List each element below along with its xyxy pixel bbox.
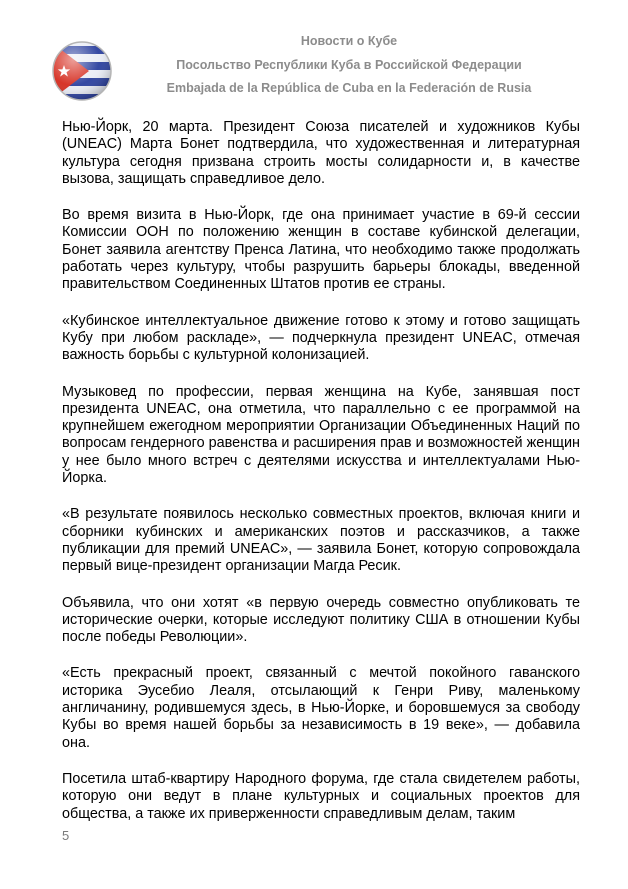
article-paragraph: Музыковед по профессии, первая женщина на Кубе, занявшая пост президента UNEAC, она отметила, что параллельно с ее программой на крупнейшем ежегодном мероприятии Организации Объединенных Наций по вопросам гендерного равенства и расширения прав и возможностей женщин у нее было много встреч с деятелями искусства и интеллектуалами Нью-Йорка. (62, 383, 580, 487)
page-header (0, 0, 628, 110)
header-embassy-ru: Посольство Республики Куба в Российской Федерации (176, 58, 522, 72)
article-body (62, 119, 580, 842)
page-number: 5 (62, 828, 70, 843)
article-paragraph: Посетила штаб-квартиру Народного форума, где стала свидетелем работы, которую они ведут в плане культурных и социальных проектов для общества, а также их приверженности справедливым делам, таким (62, 770, 580, 822)
article-paragraph: Объявила, что они хотят «в первую очередь совместно опубликовать те исторические очерки, которые исследуют политику США в отношении Кубы после победы Революции». (62, 594, 580, 646)
article-paragraph: Во время визита в Нью-Йорк, где она принимает участие в 69-й сессии Комиссии ООН по положению женщин в составе кубинской делегации, Бонет заявила агентству Пренса Латина, что необходимо также продолжать работать через культуру, чтобы разрушить барьеры блокады, введенной правительством Соединенных Штатов против ее страны. (62, 207, 580, 293)
article-paragraph: «Кубинское интеллектуальное движение готово к этому и готово защищать Кубу при любом раскладе», — подчеркнула президент UNEAC, отмечая важность борьбы с культурной колонизацией. (62, 312, 580, 364)
header-embassy-es: Embajada de la República de Cuba en la Federación de Rusia (166, 81, 532, 95)
article-paragraph: Нью-Йорк, 20 марта. Президент Союза писателей и художников Кубы (UNEAC) Марта Бонет подтвердила, что художественная и литературная культура сегодня призвана строить мосты солидарности и, в качестве вызова, защищать справедливое дело. (62, 119, 580, 187)
article-paragraph: «В результате появилось несколько совместных проектов, включая книги и сборники кубинских и американских поэтов и рассказчиков, а также публикации для премий UNEAC», — заявила Бонет, которую сопровождала первый вице-президент организации Магда Ресик. (62, 506, 580, 575)
article-paragraph: «Есть прекрасный проект, связанный с мечтой покойного гаванского историка Эусебио Леаля, отсылающий к Генри Риву, маленькому англичанину, родившемуся здесь, в Нью-Йорке, и боровшемуся за свободу Кубы во время нашей борьбы за независимость в 19 веке», — добавила она. (62, 665, 580, 751)
header-title: Новости о Кубе (300, 34, 398, 48)
